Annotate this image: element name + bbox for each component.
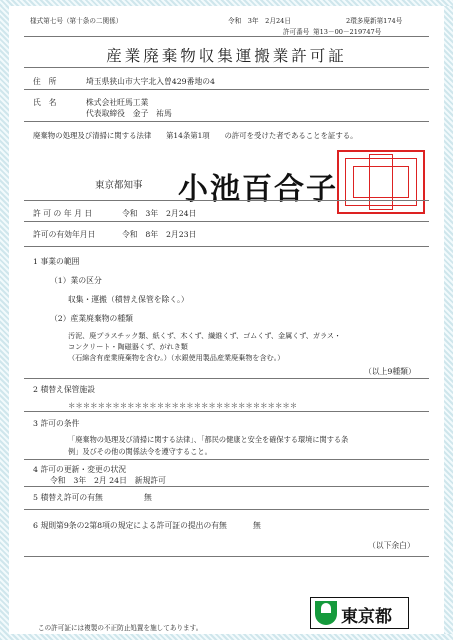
border-pattern-left xyxy=(0,0,9,640)
end-note: （以下余白） xyxy=(368,541,415,550)
section-3-body-line-1: 「廃棄物の処理及び清掃に関する法律」、「都民の健康と安全を確保する環境に関する条 xyxy=(68,435,349,444)
company-name: 株式会社旺馬工業 xyxy=(86,98,149,107)
header-divider xyxy=(24,36,429,37)
law-statement: 廃棄物の処理及び清掃に関する法律 第14条第1項 の許可を受けた者であることを証する。 xyxy=(33,131,358,140)
section-3-title: 3 許可の条件 xyxy=(33,419,80,428)
border-pattern-top xyxy=(0,0,453,6)
section-6-value: 無 xyxy=(253,521,261,530)
section-4-divider xyxy=(24,486,429,487)
border-pattern-bottom xyxy=(0,634,453,640)
section-5-title: 5 積替え許可の有無 xyxy=(33,493,103,502)
certificate-number: 2環多廃新第174号 xyxy=(346,17,403,25)
section-3-body-line-2: 例」及びその他の関係法令を遵守すること。 xyxy=(68,447,212,456)
section-6-divider xyxy=(24,556,429,557)
tokyo-logo xyxy=(310,597,409,629)
form-number: 様式第七号（第十条の二関係） xyxy=(30,17,123,25)
waste-types-line-1: 汚泥、廃プラスチック類、紙くず、木くず、繊維くず、ゴムくず、金属くず、ガラス・ xyxy=(68,331,342,340)
address-label: 住 所 xyxy=(33,77,57,86)
address-value: 埼玉県狭山市大字北入曽429番地の4 xyxy=(86,77,215,86)
section-2-title: 2 積替え保管施設 xyxy=(33,385,96,394)
ginkgo-icon xyxy=(315,601,337,625)
governor-divider xyxy=(24,200,429,201)
address-divider xyxy=(24,89,429,90)
permit-date-value: 令和 3年 2月24日 xyxy=(122,209,197,218)
section-6-title: 6 規則第9条の2第8項の規定による許可証の提出の有無 xyxy=(33,521,227,530)
permit-number-label: 許可番号 xyxy=(283,28,310,36)
section-4-title: 4 許可の更新・変更の状況 xyxy=(33,465,127,474)
section-1-1-title: （1）業の区分 xyxy=(50,276,102,285)
waste-types-line-3: （石綿含有産業廃棄物を含む。）（水銀使用製品産業廃棄物を含む。） xyxy=(68,353,285,362)
permit-date-label: 許 可 の 年 月 日 xyxy=(33,209,93,218)
issue-date: 令和 3年 2月24日 xyxy=(228,17,291,25)
official-seal xyxy=(337,150,425,214)
section-3-divider xyxy=(24,459,429,460)
title-divider xyxy=(24,67,429,68)
section-5-divider xyxy=(24,509,429,510)
logo-text: 東京都 xyxy=(341,607,392,627)
anti-copy-note: この許可証には複製の不正防止処置を施してあります。 xyxy=(38,624,203,632)
expiry-date-value: 令和 8年 2月23日 xyxy=(122,230,197,239)
border-pattern-right xyxy=(444,0,453,640)
section-5-value: 無 xyxy=(144,493,152,502)
section-1-divider xyxy=(24,378,429,379)
permit-date-divider xyxy=(24,221,429,222)
waste-types-count: （以上9種類） xyxy=(364,367,416,376)
name-divider xyxy=(24,121,429,122)
document-title: 産業廃棄物収集運搬業許可証 xyxy=(106,47,347,65)
dates-divider xyxy=(24,246,429,247)
waste-types-line-2: コンクリート・陶磁器くず、がれき類 xyxy=(68,342,188,351)
section-4-body: 令和 3年 2月 24日 新規許可 xyxy=(50,476,166,485)
representative-name: 代表取締役 金子 祐馬 xyxy=(86,109,172,118)
governor-title: 東京都知事 xyxy=(95,180,143,191)
section-2-divider xyxy=(24,411,429,412)
name-label: 氏 名 xyxy=(33,98,57,107)
section-1-1-body: 収集・運搬（積替え保管を除く。） xyxy=(68,295,189,304)
permit-number: 第13－00－219747号 xyxy=(313,28,382,36)
governor-signature: 小池百合子 xyxy=(178,172,338,207)
expiry-date-label: 許可の有効年月日 xyxy=(33,230,96,239)
section-2-body: ＊＊＊＊＊＊＊＊＊＊＊＊＊＊＊＊＊＊＊＊＊＊＊＊＊＊＊＊＊＊＊ xyxy=(68,401,298,410)
section-1-2-title: （2）産業廃棄物の種類 xyxy=(50,314,133,323)
section-1-title: 1 事業の範囲 xyxy=(33,257,80,266)
